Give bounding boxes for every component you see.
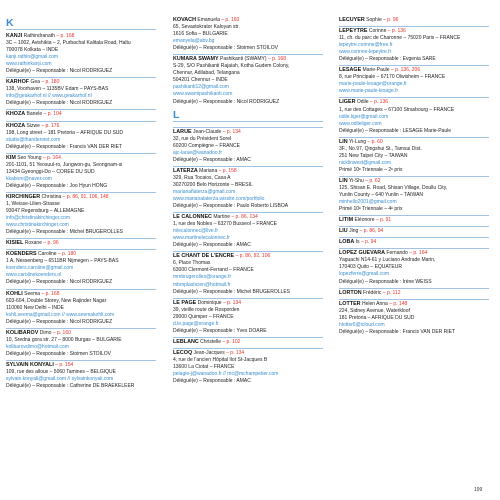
entry-heading (6, 291, 156, 298)
entry-heading (173, 300, 323, 307)
entry-heading (173, 56, 323, 63)
address-line: 8, rue Principale – 67170 Olwisheim – FRANCE (339, 74, 446, 81)
artist-given-name: Sizwe (25, 122, 40, 129)
entry-divider (173, 127, 323, 128)
artist-name: KHOZA (6, 111, 26, 118)
artist-name: LOTTER (339, 300, 361, 307)
page-references: – p. 180 (56, 251, 77, 258)
address-line: Délégué(e) – Responsable : Nicol RODRIGUEZ (6, 68, 113, 75)
address-line: 30270200 Belo Horizonte – BRÉSIL (173, 181, 253, 188)
spacer (6, 0, 156, 17)
directory-entry (339, 228, 489, 235)
artist-name: KOENDERS (6, 251, 37, 258)
artist-name: KIM (6, 154, 16, 161)
address-line: Délégué(e) – Responsable : Irène WEISS (339, 278, 432, 285)
address-line: 198, Long street – 181 Pretoria – AFRIQUE DU SUD (6, 129, 123, 136)
directory-entry (339, 217, 489, 224)
directory-entry (339, 28, 489, 63)
entry-heading (6, 330, 156, 337)
address-line: Primé 10ᵉ Triennale – 2ᵉ prix (339, 166, 403, 173)
entry-divider (173, 212, 323, 213)
directory-entry (339, 239, 489, 246)
artist-name: KIRCHINGER (6, 193, 41, 200)
address-line: S-29, S/O Pashikanti Rajaiah, Kotha Gudem Colony, (173, 63, 290, 70)
entry-divider (6, 360, 156, 361)
directory-entry (6, 251, 156, 286)
artist-name: LIN (339, 177, 348, 184)
directory-entry (6, 330, 156, 358)
address-line: Délégué(e) – Responsable : AMAC (173, 378, 251, 385)
section-letter: L (173, 108, 180, 121)
contact-link[interactable]: kohli.seema@gmail.com // www.seemakohli.com (6, 311, 115, 318)
directory-entry (173, 350, 323, 385)
page-references: – p. 102 (221, 338, 241, 345)
contact-link[interactable]: odile.liger@gmail.com (339, 113, 389, 120)
directory-entry (339, 17, 489, 24)
artist-name: KHOZA (6, 122, 26, 129)
entry-divider (6, 121, 156, 122)
artist-given-name: Gea (29, 79, 40, 86)
address-line: Yaguachi N14-61 y Luciano Andrade Marin, (339, 257, 436, 264)
page-references: – p. 91 (374, 217, 392, 224)
address-line: 138, Voorhaven – 1135BV Edam – PAYS-BAS (6, 86, 109, 93)
address-line: Délégué(e) – Responsable : Catherine DE BRAEKELEER (6, 383, 135, 390)
address-line: 13600 La Ciotat – FRANCE (173, 363, 235, 370)
contact-link[interactable]: sylvain.konyali@gmail.com // sylvainkonyali.com (6, 376, 114, 383)
entry-heading (6, 79, 156, 86)
contact-link[interactable]: hlotter6@icloud.com (339, 321, 385, 328)
entry-divider (173, 54, 323, 55)
artist-given-name: Dominique (196, 299, 222, 306)
entry-divider (339, 226, 489, 227)
artist-name: LEBLANC (173, 338, 199, 345)
entry-heading (339, 301, 489, 308)
address-line: 1, Weisse-Lilien-Strasse (6, 200, 60, 207)
directory-entry (339, 67, 489, 95)
entry-heading (173, 253, 323, 260)
artist-given-name: Rathindranath (22, 33, 55, 39)
artist-name: LARUE (173, 128, 192, 135)
page-references: – p. 168 (266, 56, 286, 63)
directory-entry (6, 240, 156, 247)
page-references: – p. 164 (407, 250, 428, 257)
artist-name: LIU (339, 228, 348, 235)
contact-link[interactable]: info@geakarhof.nl // www.geakarhof.nl (6, 93, 92, 100)
entry-divider (173, 166, 323, 167)
artist-name: LITIM (339, 217, 354, 224)
address-line: Délégué(e) – Responsable : AMAC (173, 156, 251, 163)
address-line: Délégué(e) – Responsable : Nicol RODRIGUEZ (6, 318, 113, 325)
address-line: Délégué(e) – Responsable : Michel BRUGEROLLES (173, 288, 290, 295)
spacer (173, 0, 323, 17)
contact-link[interactable]: www.martinelecalonnec.fr (173, 235, 230, 242)
entry-heading (6, 194, 156, 201)
page-references: – p. 86, 92, 106 (234, 253, 271, 260)
contact-link[interactable]: www.marianalaterza.wixsite.com/portfolio (173, 195, 265, 202)
entry-heading (339, 250, 489, 257)
artist-given-name: Dimo (38, 329, 52, 336)
page-references: – p. 158 (217, 167, 237, 174)
address-line: 93047 Regensburg – ALLEMAGNE (6, 208, 85, 215)
artist-given-name: Éléonore (353, 217, 375, 224)
entry-heading (339, 99, 489, 106)
artist-given-name: Helen Anna (360, 300, 388, 307)
address-line: Délégué(e) – Responsable : AMAC (173, 242, 251, 249)
contact-link[interactable]: www.odileliger.com (339, 120, 382, 127)
artist-given-name: Caroline (36, 251, 57, 258)
contact-link[interactable]: marianaflaterza@gmail.com (173, 188, 236, 195)
page-references: – p. 96 (381, 17, 399, 23)
entry-heading (339, 178, 489, 185)
page-references: – p. 134 (224, 349, 245, 356)
artist-name: KANJI (6, 33, 23, 39)
artist-given-name: Odile (355, 99, 369, 106)
artist-name: LE CALONNEC (173, 214, 212, 221)
artist-given-name: Frédéric (361, 289, 382, 296)
page-references: – p. 62 (363, 177, 381, 184)
entry-divider (339, 237, 489, 238)
contact-link[interactable]: kanji.rathin@gmail.com (6, 54, 59, 61)
address-line: Délégué(e) – Responsable : Joo Hyun HONG (6, 182, 108, 189)
artist-given-name: Emanuela (195, 17, 220, 23)
contact-link[interactable]: studio@thandenriet.com (6, 136, 61, 143)
page-references: – p. 60 (366, 138, 383, 145)
entry-divider (339, 65, 489, 66)
address-line: 1, rue des Cottages – 67100 Strasbourg – FRANCE (339, 106, 455, 113)
artist-name: LORTON (339, 289, 362, 296)
artist-name: LIN (339, 138, 348, 145)
address-line: 170403 Quito – ÉQUATEUR (339, 264, 402, 271)
address-line: Délégué(e) – Responsable : Francis VAN DER RIET (339, 328, 456, 335)
address-line: Délégué(e) – Responsable : LESAGE Marie-Paule (339, 127, 452, 134)
artist-given-name: Banele (25, 111, 43, 118)
page-references: – p. 168 (55, 33, 75, 39)
directory-entry (173, 17, 323, 52)
directory-entry (339, 139, 489, 174)
entry-heading (339, 139, 489, 146)
page-number: 199 (474, 487, 483, 493)
entry-heading (339, 67, 489, 74)
entry-divider (6, 109, 156, 110)
directory-entry (173, 339, 323, 346)
entry-divider (339, 248, 489, 249)
entry-heading (339, 239, 489, 246)
address-line: 201-1101, 51 Yeosuul-ro, Jungwon-gu, Seongnam-si (6, 161, 123, 168)
directory-entry (6, 291, 156, 326)
directory-entry (339, 99, 489, 134)
entry-divider (6, 289, 156, 290)
address-line: 603-604, Double Storey, New Rajinder Nagar (6, 297, 107, 304)
address-line: Délégué(e) – Responsable : Michel BRUGEROLLES (6, 229, 123, 236)
page-references: – p. 148 (387, 300, 408, 307)
directory-entry (173, 168, 323, 210)
artist-name: LE CHANT DE L’ENCRE (173, 253, 235, 260)
entry-heading (339, 228, 489, 235)
entry-divider (339, 176, 489, 177)
directory-entry (173, 129, 323, 164)
directory-entry (339, 250, 489, 285)
entry-heading (173, 168, 323, 175)
section-letter: K (6, 17, 14, 29)
artist-name: LECOQ (173, 349, 193, 356)
page-references: – p. 136 (368, 99, 389, 106)
contact-link[interactable]: www.swamipashikanti.com (173, 91, 233, 98)
contact-link[interactable]: info@christinakirchinger.com (6, 215, 70, 222)
artist-given-name: Roxane (23, 240, 42, 247)
entry-divider (339, 299, 489, 300)
address-line: 181 Pretoria – AFRIQUE DU SUD (339, 314, 415, 321)
artist-given-name: Martine (211, 214, 230, 221)
contact-link[interactable]: pashikanti12@gmail.com (173, 84, 229, 91)
entry-divider (173, 348, 323, 349)
artist-given-name: Mariana (197, 167, 218, 174)
address-line: Délégué(e) – Responsable : Nicol RODRIGUEZ (173, 98, 280, 105)
entry-divider (6, 192, 156, 193)
entry-heading (6, 362, 156, 369)
artist-name: LOPEZ GUEVARA (339, 250, 386, 257)
entry-divider (173, 337, 323, 338)
entry-heading (173, 214, 323, 221)
address-line: 329, Rua Tocaios, Casa A (173, 174, 231, 181)
entry-heading (6, 240, 156, 247)
directory-entry (6, 194, 156, 236)
page-references: – p. 160 (219, 17, 240, 23)
address-line: Délégué(e) – Responsable : Nicol RODRIGUEZ (6, 279, 113, 286)
entry-divider (6, 249, 156, 250)
address-line: Délégué(e) – Responsable : Yves DOARE (173, 327, 267, 334)
spacer (173, 122, 323, 125)
address-line: Délégué(e) – Responsable : Paulo Roberto LISBOA (173, 203, 289, 210)
address-line: 39, vieille route de Rosporden (173, 306, 240, 313)
address-line: 700078 Kolkata – INDE (6, 47, 59, 54)
address-line: 3F., No.97, Qingshui St., Tamsui Dist. (339, 145, 422, 152)
entry-divider (6, 77, 156, 78)
artist-given-name: Jean-Claude (191, 128, 222, 135)
page-references: – p. 94 (359, 239, 377, 246)
contact-link[interactable]: lepeytre.corinne@free.fr (339, 42, 393, 49)
directory-entry (173, 253, 323, 295)
artist-name: KOHLI (6, 290, 23, 297)
page-references: – p. 104 (42, 111, 62, 118)
contact-link[interactable]: www.corinne-lepeytre.fr (339, 49, 392, 56)
page-references: – p. 134 (221, 299, 242, 306)
address-line: Délégué(e) – Responsable : Nicol RODRIGUEZ (6, 100, 113, 107)
contact-link[interactable]: nicklinwest@gmail.com (339, 159, 392, 166)
entry-divider (6, 153, 156, 154)
entry-heading (339, 290, 489, 297)
page-references: – p. 86, 91, 106, 148 (61, 193, 109, 200)
entry-divider (339, 288, 489, 289)
address-line: Primé 10ᵉ Triennale – 4ᵉ prix (339, 206, 403, 213)
entry-divider (173, 251, 323, 252)
entry-heading (6, 123, 156, 130)
address-line: 60200 Compiègne – FRANCE (173, 142, 240, 149)
directory-entry (173, 214, 323, 249)
artist-name: KARHOF (6, 79, 30, 86)
artist-given-name: Jing (347, 228, 359, 235)
address-line: 32, rue du Président Sorel (173, 135, 232, 142)
address-line: 504201 Chennur – INDE (173, 77, 228, 84)
address-line: 6, Place Thomas (173, 260, 211, 267)
entry-divider (173, 298, 323, 299)
entry-divider (339, 97, 489, 98)
directory-column-2 (173, 0, 323, 385)
artist-given-name: Seema (22, 290, 41, 297)
address-line: 63000 Clermont-Ferrand – FRANCE (173, 267, 254, 274)
contact-link[interactable]: mlecalonnec@live.fr (173, 228, 219, 235)
page-references: – p. 160 (51, 329, 71, 336)
contact-link[interactable]: mmbrugerolles@orange.fr (173, 274, 232, 281)
artist-name: LEPEYTRE (339, 28, 368, 35)
contact-link[interactable]: d.le.page@orange.fr (173, 320, 219, 327)
spacer (339, 0, 489, 17)
address-line: 109, rue des alloux – 5060 Tamines – BELGIQUE (6, 368, 116, 375)
artist-given-name: Is (354, 239, 360, 246)
address-line: Chennur, Adilabad, Telangana (173, 70, 240, 77)
contact-link[interactable]: minhello2001@gmail.com (339, 199, 397, 206)
artist-name: LECUYER (339, 17, 365, 23)
directory-entry (6, 362, 156, 390)
artist-name: KISIEL (6, 240, 24, 247)
page-references: – p. 112 (381, 289, 401, 296)
contact-link[interactable]: pelagie-j@wanadoo.fr // mc@mchampetier.com (173, 371, 279, 378)
contact-link[interactable]: koenders.caroline@gmail.com (6, 265, 74, 272)
directory-entry (339, 178, 489, 213)
page-references: – p. 136, 206 (389, 67, 421, 74)
entry-heading (173, 17, 323, 24)
contact-link[interactable]: marie-paule-lesage@orange.fr (339, 81, 407, 88)
artist-given-name: Seo Young (15, 154, 42, 161)
contact-link[interactable]: kolibarovdimo@hotmail.com (6, 343, 69, 350)
address-line: 125, Shisan E. Road, Shisan Village, Doullu City, (339, 184, 448, 191)
page-references: – p. 180 (39, 79, 60, 86)
contact-link[interactable]: www.carolinekoenders.nl (6, 272, 62, 279)
contact-link[interactable]: kkabore@naver.com (6, 175, 52, 182)
artist-given-name: Christelle (198, 338, 221, 345)
entry-heading (6, 111, 156, 118)
page-references: – p. 134 (221, 128, 241, 135)
entry-divider (339, 26, 489, 27)
page-references: – p. 86, 134 (230, 214, 258, 221)
entry-divider (339, 215, 489, 216)
address-line: 65, Sevastokrator Kaloyan str. (173, 24, 240, 31)
artist-name: LOBA (339, 239, 355, 246)
artist-name: LIGER (339, 99, 356, 106)
artist-name: KUMARA SWAMY (173, 56, 219, 63)
directory-entry (6, 33, 156, 75)
address-line: 1, rue des Nobles – 63270 Busseol – FRANCE (173, 221, 277, 228)
contact-link[interactable]: ajc-larue@wanadoo.fr (173, 149, 222, 156)
address-line: 3C – 1002, Avishikta – 2, Purbachal Kalitala Road, Haltu (6, 40, 131, 47)
artist-given-name: Jean-Jacques (192, 349, 225, 356)
artist-given-name: Pashikanti (SWAMY) (218, 56, 267, 63)
page-references: – p. 136 (386, 28, 406, 35)
artist-given-name: Christina (40, 193, 62, 200)
page-references: – p. 168 (40, 290, 60, 297)
directory-entry (6, 123, 156, 151)
address-line: Yunlin County – 640 Yunlin – TAÏWAN (339, 192, 424, 199)
address-line: 1616 Sofia – BULGARIE (173, 31, 228, 38)
artist-given-name: Marie-Paule (361, 67, 390, 74)
contact-link[interactable]: www.rathinkanji.com (6, 61, 52, 68)
contact-link[interactable]: lopezferre@gmail.com (339, 271, 390, 278)
contact-link[interactable]: emanyela@abv.bg (173, 38, 215, 45)
address-line: 1 A, Nessenberg – 6511BR Nijmegen – PAYS-BAS (6, 258, 119, 265)
page-references: – p. 154 (53, 361, 74, 368)
page-references: – p. 164 (41, 154, 61, 161)
address-line: 251 New Taipei City – TAÏWAN (339, 152, 408, 159)
address-line: 110060 New Delhi – INDE (6, 304, 64, 311)
artist-name: LATERZA (173, 167, 198, 174)
artist-name: KOVACH (173, 17, 196, 23)
entry-heading (339, 28, 489, 35)
entry-heading (6, 155, 156, 162)
artist-given-name: Yi-Shu (347, 177, 364, 184)
entry-heading (173, 129, 323, 136)
artist-given-name: Fernando (385, 250, 408, 257)
address-line: 29000 Quimper – FRANCE (173, 313, 234, 320)
address-line: Délégué(e) – Responsable : Evgenia SARE (339, 56, 436, 63)
address-line: 10, Sredna gora str. 27 – 8000 Burgas – BULGARIE (6, 336, 122, 343)
page-references: – p. 86, 94 (358, 228, 384, 235)
entry-heading (6, 251, 156, 258)
directory-entry (6, 79, 156, 107)
contact-link[interactable]: www.marie-paule-lesage.fr (339, 88, 399, 95)
artist-name: KOLIBAROV (6, 329, 39, 336)
entry-heading (339, 217, 489, 224)
entry-divider (6, 328, 156, 329)
address-line: 13434 Gyeonggi-Do – COREE DU SUD (6, 168, 95, 175)
directory-entry (173, 300, 323, 335)
entry-divider (6, 238, 156, 239)
directory-entry (173, 56, 323, 105)
address-line: 224, Sidney Avenue, Waterkloof (339, 307, 410, 314)
address-line: 11, ch. du parc de Charonne – 75020 Paris – FRANCE (339, 35, 461, 42)
address-line: 4, rue de l’ancien Hôpital Îlot St-Jacques B (173, 356, 268, 363)
entry-heading (6, 33, 156, 40)
address-line: Délégué(e) – Responsable : Stoimen STOILOV (173, 45, 278, 52)
directory-entry (6, 155, 156, 190)
artist-name: LE PAGE (173, 299, 197, 306)
directory-entry (339, 290, 489, 297)
contact-link[interactable]: www.christinakirchinger.com (6, 222, 69, 229)
page-references: – p. 176 (39, 122, 60, 129)
artist-given-name: Sophie (364, 17, 382, 23)
entry-heading (173, 350, 323, 357)
contact-link[interactable]: mbmplasticien@hotmail.fr (173, 281, 231, 288)
entry-heading (173, 339, 323, 346)
artist-name: SYLVAIN KONYALI (6, 361, 54, 368)
address-line: Délégué(e) – Responsable : Stoimen STOILOV (6, 350, 111, 357)
page-references: – p. 96 (42, 240, 59, 247)
directory-entry (6, 111, 156, 118)
address-line: Délégué(e) – Responsable : Francis VAN DER RIET (6, 143, 123, 150)
artist-given-name: Corinne (367, 28, 387, 35)
entry-divider (339, 137, 489, 138)
directory-entry (339, 301, 489, 336)
artist-name: LESAGE (339, 67, 362, 74)
artist-given-name: Yi-Lung (347, 138, 367, 145)
directory-column-1 (6, 0, 156, 390)
directory-column-3 (339, 0, 489, 336)
entry-heading (339, 17, 489, 24)
